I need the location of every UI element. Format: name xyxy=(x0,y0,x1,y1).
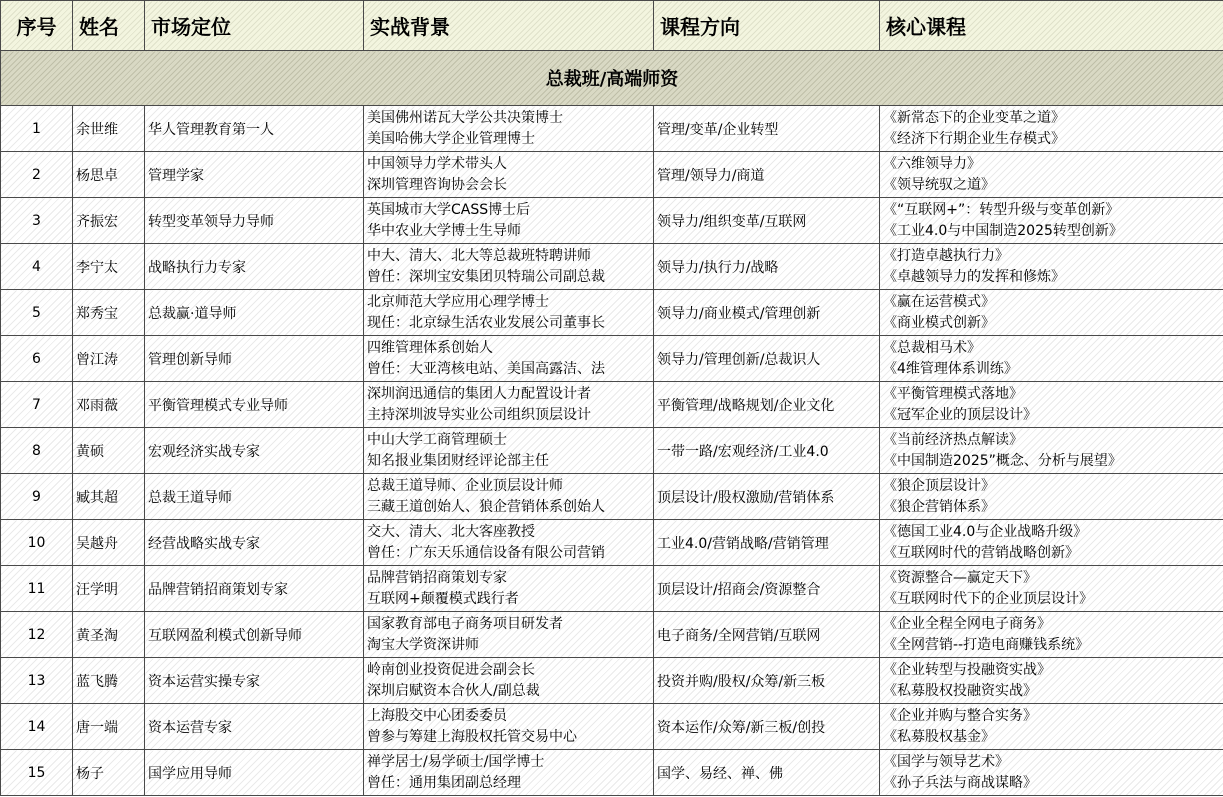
cell-no: 1 xyxy=(1,106,73,152)
background-line-1: 岭南创业投资促进会副会长 xyxy=(367,661,535,678)
course-line-2: 《狼企营销体系》 xyxy=(883,498,995,515)
course-line-1: 《平衡管理模式落地》 xyxy=(883,385,1023,402)
background-line-2: 三藏王道创始人、狼企营销体系创始人 xyxy=(367,498,605,515)
course-line-1: 《新常态下的企业变革之道》 xyxy=(883,109,1065,126)
course-line-1: 《国学与领导艺术》 xyxy=(883,753,1009,770)
background-line-1: 深圳润迅通信的集团人力配置设计者 xyxy=(367,385,591,402)
header-position: 市场定位 xyxy=(145,1,364,51)
cell-position: 经营战略实战专家 xyxy=(145,520,364,566)
cell-no: 3 xyxy=(1,198,73,244)
header-no: 序号 xyxy=(1,1,73,51)
table-row xyxy=(1,382,1223,428)
table-row xyxy=(1,566,1223,612)
cell-courses xyxy=(880,750,1223,796)
cell-background xyxy=(364,290,654,336)
course-line-2: 《中国制造2025”概念、分析与展望》 xyxy=(883,452,1122,469)
table-row xyxy=(1,290,1223,336)
cell-name: 唐一端 xyxy=(73,704,145,750)
course-line-1: 《狼企顶层设计》 xyxy=(883,477,995,494)
background-line-1: 品牌营销招商策划专家 xyxy=(367,569,507,586)
cell-name: 吴越舟 xyxy=(73,520,145,566)
background-line-2: 互联网+颠覆模式践行者 xyxy=(367,590,519,607)
cell-name: 齐振宏 xyxy=(73,198,145,244)
cell-name: 臧其超 xyxy=(73,474,145,520)
section-title: 总裁班/高端师资 xyxy=(1,51,1223,106)
course-line-1: 《德国工业4.0与企业战略升级》 xyxy=(883,523,1088,540)
cell-no: 8 xyxy=(1,428,73,474)
cell-direction: 领导力/商业模式/管理创新 xyxy=(654,290,880,336)
table-row xyxy=(1,612,1223,658)
cell-courses xyxy=(880,244,1223,290)
cell-name: 黄硕 xyxy=(73,428,145,474)
course-line-1: 《六维领导力》 xyxy=(883,155,981,172)
course-line-2: 《商业模式创新》 xyxy=(883,314,995,331)
cell-no: 4 xyxy=(1,244,73,290)
header-name: 姓名 xyxy=(73,1,145,51)
background-line-2: 主持深圳波导实业公司组织顶层设计 xyxy=(367,406,591,423)
cell-name: 黄圣淘 xyxy=(73,612,145,658)
cell-position: 宏观经济实战专家 xyxy=(145,428,364,474)
course-line-2: 《全网营销--打造电商赚钱系统》 xyxy=(883,636,1090,653)
course-line-2: 《工业4.0与中国制造2025转型创新》 xyxy=(883,222,1123,239)
background-line-2: 曾任：深圳宝安集团贝特瑞公司副总裁 xyxy=(367,268,605,285)
cell-direction: 工业4.0/营销战略/营销管理 xyxy=(654,520,880,566)
background-line-2: 华中农业大学博士生导师 xyxy=(367,222,521,239)
cell-background xyxy=(364,244,654,290)
cell-courses xyxy=(880,658,1223,704)
cell-courses xyxy=(880,198,1223,244)
cell-direction: 国学、易经、禅、佛 xyxy=(654,750,880,796)
cell-direction: 一带一路/宏观经济/工业4.0 xyxy=(654,428,880,474)
cell-position: 互联网盈利模式创新导师 xyxy=(145,612,364,658)
cell-position: 华人管理教育第一人 xyxy=(145,106,364,152)
cell-background xyxy=(364,750,654,796)
background-line-1: 英国城市大学CASS博士后 xyxy=(367,201,531,218)
cell-background xyxy=(364,382,654,428)
background-line-1: 中山大学工商管理硕士 xyxy=(367,431,507,448)
cell-background xyxy=(364,566,654,612)
table-row xyxy=(1,244,1223,290)
cell-background xyxy=(364,428,654,474)
course-line-2: 《私募股权投融资实战》 xyxy=(883,682,1037,699)
background-line-2: 曾任：广东天乐通信设备有限公司营销 xyxy=(367,544,605,561)
cell-courses xyxy=(880,704,1223,750)
cell-direction: 顶层设计/股权激励/营销体系 xyxy=(654,474,880,520)
course-line-1: 《企业全程全网电子商务》 xyxy=(883,615,1051,632)
cell-direction: 领导力/管理创新/总裁识人 xyxy=(654,336,880,382)
header-courses: 核心课程 xyxy=(880,1,1223,51)
cell-name: 李宁太 xyxy=(73,244,145,290)
cell-courses xyxy=(880,336,1223,382)
course-line-1: 《企业并购与整合实务》 xyxy=(883,707,1037,724)
cell-no: 10 xyxy=(1,520,73,566)
background-line-2: 曾参与筹建上海股权托管交易中心 xyxy=(367,728,577,745)
cell-position: 国学应用导师 xyxy=(145,750,364,796)
cell-direction: 投资并购/股权/众筹/新三板 xyxy=(654,658,880,704)
course-line-1: 《资源整合—赢定天下》 xyxy=(883,569,1037,586)
cell-position: 总裁王道导师 xyxy=(145,474,364,520)
table-row xyxy=(1,152,1223,198)
background-line-2: 美国哈佛大学企业管理博士 xyxy=(367,130,535,147)
cell-name: 杨思卓 xyxy=(73,152,145,198)
cell-courses xyxy=(880,290,1223,336)
cell-background xyxy=(364,474,654,520)
cell-direction: 资本运作/众筹/新三板/创投 xyxy=(654,704,880,750)
cell-courses xyxy=(880,152,1223,198)
course-line-1: 《“互联网+”：转型升级与变革创新》 xyxy=(883,201,1120,218)
course-line-2: 《领导统驭之道》 xyxy=(883,176,995,193)
cell-background xyxy=(364,612,654,658)
cell-background xyxy=(364,520,654,566)
course-line-2: 《4维管理体系训练》 xyxy=(883,360,1018,377)
cell-background xyxy=(364,336,654,382)
cell-position: 管理学家 xyxy=(145,152,364,198)
cell-position: 总裁赢·道导师 xyxy=(145,290,364,336)
cell-direction: 电子商务/全网营销/互联网 xyxy=(654,612,880,658)
cell-name: 曾江涛 xyxy=(73,336,145,382)
background-line-2: 曾任：通用集团副总经理 xyxy=(367,774,521,791)
cell-position: 平衡管理模式专业导师 xyxy=(145,382,364,428)
course-line-1: 《打造卓越执行力》 xyxy=(883,247,1009,264)
course-line-1: 《赢在运营模式》 xyxy=(883,293,995,310)
cell-direction: 顶层设计/招商会/资源整合 xyxy=(654,566,880,612)
cell-direction: 管理/领导力/商道 xyxy=(654,152,880,198)
cell-position: 资本运营专家 xyxy=(145,704,364,750)
course-line-1: 《企业转型与投融资实战》 xyxy=(883,661,1051,678)
cell-no: 2 xyxy=(1,152,73,198)
table-row xyxy=(1,474,1223,520)
course-line-2: 《私募股权基金》 xyxy=(883,728,995,745)
section-row xyxy=(1,51,1223,106)
background-line-2: 知名报业集团财经评论部主任 xyxy=(367,452,549,469)
cell-courses xyxy=(880,474,1223,520)
cell-courses xyxy=(880,566,1223,612)
cell-no: 12 xyxy=(1,612,73,658)
cell-courses xyxy=(880,106,1223,152)
table-row xyxy=(1,106,1223,152)
cell-no: 7 xyxy=(1,382,73,428)
course-line-2: 《孙子兵法与商战谋略》 xyxy=(883,774,1037,791)
cell-no: 14 xyxy=(1,704,73,750)
table-row xyxy=(1,198,1223,244)
cell-courses xyxy=(880,382,1223,428)
cell-no: 9 xyxy=(1,474,73,520)
cell-background xyxy=(364,658,654,704)
cell-direction: 领导力/执行力/战略 xyxy=(654,244,880,290)
course-line-2: 《冠军企业的顶层设计》 xyxy=(883,406,1037,423)
background-line-2: 曾任：大亚湾核电站、美国高露洁、法 xyxy=(367,360,605,377)
table-row xyxy=(1,750,1223,796)
course-line-2: 《互联网时代的营销战略创新》 xyxy=(883,544,1079,561)
cell-background xyxy=(364,704,654,750)
table-row xyxy=(1,520,1223,566)
table-row xyxy=(1,658,1223,704)
background-line-1: 北京师范大学应用心理学博士 xyxy=(367,293,549,310)
background-line-2: 深圳管理咨询协会会长 xyxy=(367,176,507,193)
cell-position: 资本运营实操专家 xyxy=(145,658,364,704)
cell-position: 战略执行力专家 xyxy=(145,244,364,290)
background-line-1: 总裁王道导师、企业顶层设计师 xyxy=(367,477,563,494)
cell-no: 15 xyxy=(1,750,73,796)
cell-name: 余世维 xyxy=(73,106,145,152)
cell-background xyxy=(364,106,654,152)
background-line-1: 中国领导力学术带头人 xyxy=(367,155,507,172)
cell-name: 杨子 xyxy=(73,750,145,796)
header-background: 实战背景 xyxy=(364,1,654,51)
cell-courses xyxy=(880,428,1223,474)
background-line-1: 国家教育部电子商务项目研发者 xyxy=(367,615,563,632)
cell-name: 郑秀宝 xyxy=(73,290,145,336)
cell-courses xyxy=(880,520,1223,566)
header-direction: 课程方向 xyxy=(654,1,880,51)
course-line-2: 《经济下行期企业生存模式》 xyxy=(883,130,1065,147)
table-row xyxy=(1,336,1223,382)
cell-position: 品牌营销招商策划专家 xyxy=(145,566,364,612)
course-line-1: 《当前经济热点解读》 xyxy=(883,431,1023,448)
course-line-2: 《卓越领导力的发挥和修炼》 xyxy=(883,268,1065,285)
cell-direction: 平衡管理/战略规划/企业文化 xyxy=(654,382,880,428)
background-line-1: 交大、清大、北大客座教授 xyxy=(367,523,535,540)
header-row xyxy=(1,1,1223,51)
background-line-1: 禅学居士/易学硕士/国学博士 xyxy=(367,753,545,770)
cell-background xyxy=(364,198,654,244)
cell-no: 11 xyxy=(1,566,73,612)
cell-position: 管理创新导师 xyxy=(145,336,364,382)
background-line-1: 中大、清大、北大等总裁班特聘讲师 xyxy=(367,247,591,264)
cell-courses xyxy=(880,612,1223,658)
background-line-1: 美国佛州诺瓦大学公共决策博士 xyxy=(367,109,563,126)
cell-name: 邓雨薇 xyxy=(73,382,145,428)
cell-position: 转型变革领导力导师 xyxy=(145,198,364,244)
cell-no: 5 xyxy=(1,290,73,336)
background-line-2: 淘宝大学资深讲师 xyxy=(367,636,479,653)
background-line-1: 四维管理体系创始人 xyxy=(367,339,493,356)
background-line-2: 深圳启赋资本合伙人/副总裁 xyxy=(367,682,540,699)
table-row xyxy=(1,704,1223,750)
cell-direction: 管理/变革/企业转型 xyxy=(654,106,880,152)
table-row xyxy=(1,428,1223,474)
cell-direction: 领导力/组织变革/互联网 xyxy=(654,198,880,244)
cell-name: 汪学明 xyxy=(73,566,145,612)
background-line-1: 上海股交中心团委委员 xyxy=(367,707,507,724)
course-line-2: 《互联网时代下的企业顶层设计》 xyxy=(883,590,1093,607)
cell-no: 13 xyxy=(1,658,73,704)
cell-background xyxy=(364,152,654,198)
cell-no: 6 xyxy=(1,336,73,382)
cell-name: 蓝飞腾 xyxy=(73,658,145,704)
course-line-1: 《总裁相马术》 xyxy=(883,339,981,356)
background-line-2: 现任：北京绿生活农业发展公司董事长 xyxy=(367,314,605,331)
